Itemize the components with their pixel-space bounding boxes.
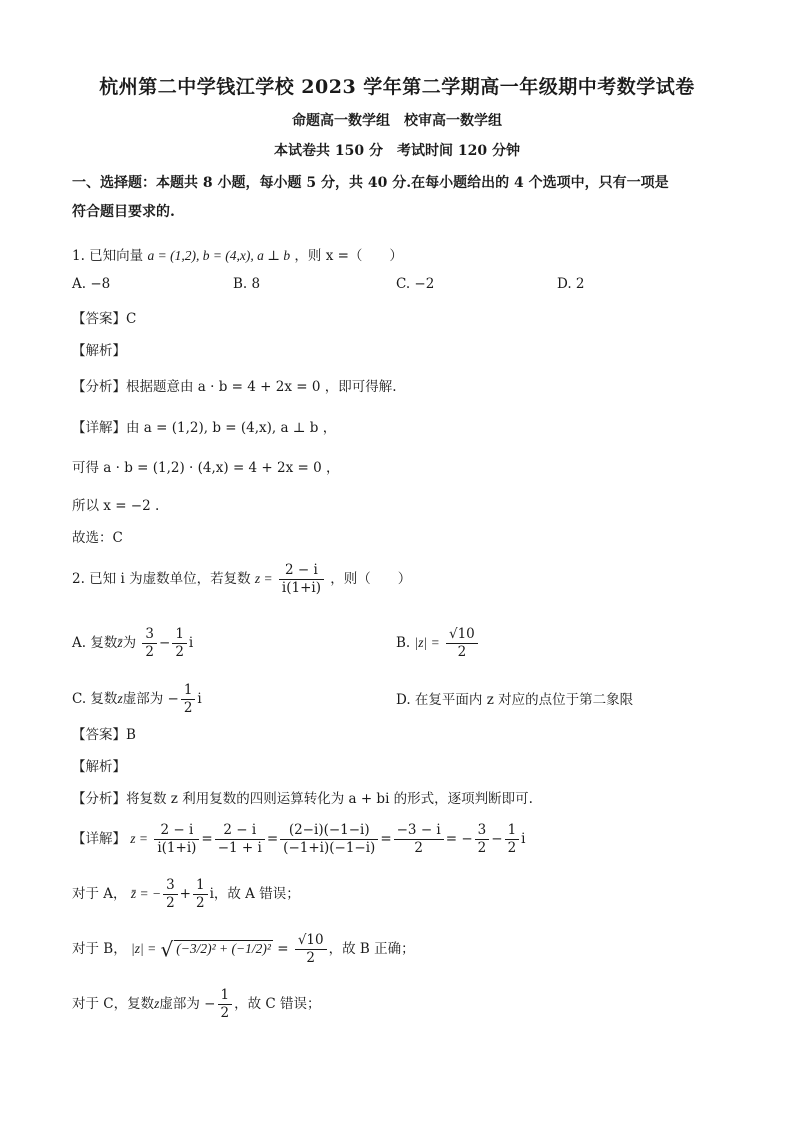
q2-option-c: C. 复数z虚部为 − $\frac{1}{2}$ i — [72, 682, 202, 716]
q2-answer: 【答案】B — [72, 727, 136, 743]
q1-stem — [72, 244, 403, 264]
q1-answer-value: C — [126, 311, 137, 327]
q1-xiangjie-label: 【详解】 — [72, 420, 126, 436]
q1-option-b: B. 8 — [233, 276, 261, 292]
q2-analysis-label: 【解析】 — [72, 759, 126, 775]
exam-title: 杭州第二中学钱江学校 2023 学年第二学期高一年级期中考数学试卷 — [99, 76, 695, 98]
q2-stem-fraction: $\frac{2 - i}{i(1+i)}$ — [279, 562, 324, 597]
section-heading: 一、选择题：本题共 8 小题，每小题 5 分，共 40 分.在每小题给出的 4 个选项中，只有一项是 — [72, 175, 669, 191]
exam-authors: 命题高一数学组 校审高一数学组 — [292, 113, 502, 129]
q1-xiangjie — [72, 416, 336, 436]
exam-info: 本试卷共 150 分 考试时间 120 分钟 — [274, 143, 520, 159]
q2-fenxi: 【分析】将复数 z 利用复数的四则运算转化为 a + bi 的形式，逐项判断即可. — [72, 791, 533, 807]
q1-analysis-label: 【解析】 — [72, 343, 126, 359]
q2-for-c: 对于 C，复数z虚部为 − $\frac{1}{2}$ ，故 C 错误； — [72, 987, 321, 1021]
q2-for-b: 对于 B， |z| = √ (−3/2)² + (−1/2)² = $\frac{√10}{2}$ ，故 B 正确； — [72, 932, 415, 966]
q2-stem-prefix: 2. 已知 i 为虚数单位，若复数 — [72, 571, 251, 587]
q1-fenxi — [72, 375, 397, 395]
q1-option-a: A. −8 — [72, 276, 111, 292]
q2-option-d: D. 在复平面内 z 对应的点位于第二象限 — [396, 692, 634, 708]
q1-option-c: C. −2 — [396, 276, 435, 292]
q2-option-b: B. |z| = $\frac{√10}{2}$ — [396, 626, 480, 661]
q2-for-b-radicand: (−3/2)² + (−1/2)² — [176, 941, 271, 956]
q2-xiangjie: 【详解】 z = $\frac{2 - i}{i(1+i)}$ = $\frac{2 - i}{-1 + i}$ = $\frac{(2-i)(-1-i)}{(-1+i)(-1-i)}$ = $\frac{-3 - i}{2}$ = − $\frac{3}{2}$ − $\frac{1}{2}$ i — [72, 822, 526, 856]
q2-stem — [72, 562, 411, 597]
q2-stem-suffix: ，则（ ） — [330, 571, 412, 587]
section-heading-cont: 符合题目要求的. — [72, 204, 175, 220]
q1-choose: 故选：C — [72, 530, 123, 546]
q1-xiangjie-text: 由 a = (1,2), b = (4,x), a ⊥ b ， — [126, 420, 337, 436]
q1-option-d: D. 2 — [557, 276, 585, 292]
q1-step-3: 所以 x = −2 . — [72, 498, 160, 514]
q1-answer-label: 【答案】 — [72, 311, 126, 327]
q2-stem-z: z = — [254, 571, 273, 586]
q1-stem-suffix: ，则 x =（ ） — [294, 248, 403, 264]
q1-answer — [72, 307, 136, 327]
q1-stem-math: a = (1,2), b = (4,x), a ⊥ b — [147, 248, 291, 263]
q2-answer-value: B — [126, 727, 136, 743]
q1-fenxi-label: 【分析】 — [72, 379, 126, 395]
q1-stem-prefix: 1. 已知向量 — [72, 248, 144, 264]
q1-step-2: 可得 a · b = (1,2) · (4,x) = 4 + 2x = 0 ， — [72, 460, 340, 476]
q2-option-a: A. 复数z̄为 $\frac{3}{2}$ − $\frac{1}{2}$ i — [72, 626, 194, 660]
q1-fenxi-text: 根据题意由 a · b = 4 + 2x = 0 ，即可得解. — [126, 379, 397, 395]
q2-for-a: 对于 A， z̄ = − $\frac{3}{2}$ + $\frac{1}{2}$ i，故 A 错误； — [72, 877, 300, 911]
